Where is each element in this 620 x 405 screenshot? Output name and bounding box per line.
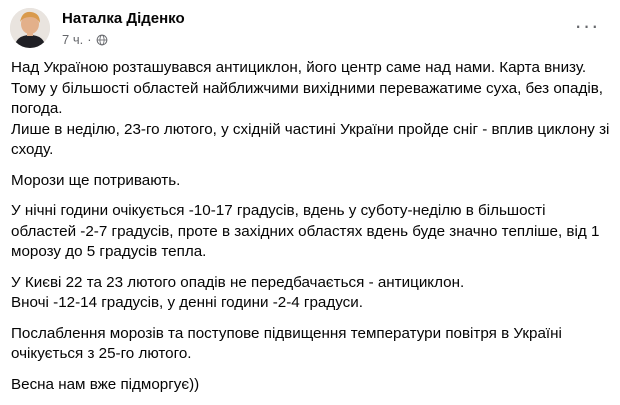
author-name[interactable]: Наталка Діденко bbox=[62, 10, 185, 27]
post-body bbox=[11, 58, 611, 405]
post-paragraph: Морози ще потривають. bbox=[11, 171, 181, 189]
globe-icon[interactable] bbox=[96, 34, 108, 46]
post-paragraph: Над Україною розташувався антициклон, його центр саме над нами. Карта внизу. Тому у більшості областей найближчими вихідними переважатиме суха, без опадів, погода. Лише в неділю, 23-го лютого, у східній частині України пройде сніг - вплив циклону зі сходу. bbox=[11, 59, 610, 158]
more-options-icon[interactable]: ··· bbox=[574, 13, 600, 38]
meta-separator: · bbox=[87, 32, 92, 47]
post-paragraph: Весна нам вже підморгує)) bbox=[11, 375, 200, 393]
post-paragraph: У нічні години очікується -10-17 градусів, вдень у суботу-неділю в більшості областей -2-7 градусів, проте в західних областях вдень буде значно тепліше, від 1 морозу до 5 градусів тепла. bbox=[11, 202, 600, 260]
avatar-image bbox=[10, 8, 50, 48]
post-paragraph: У Києві 22 та 23 лютого опадів не передбачається - антициклон. Вночі -12-14 градусів, у денні години -2-4 градуси. bbox=[11, 273, 465, 311]
post-paragraph: Послаблення морозів та поступове підвищення температури повітря в Україні очікується з 25-го лютого. bbox=[11, 324, 562, 362]
post-meta bbox=[62, 32, 108, 47]
avatar[interactable] bbox=[10, 8, 50, 48]
post-timestamp[interactable]: 7 ч. bbox=[62, 32, 84, 47]
post-header bbox=[10, 4, 610, 50]
